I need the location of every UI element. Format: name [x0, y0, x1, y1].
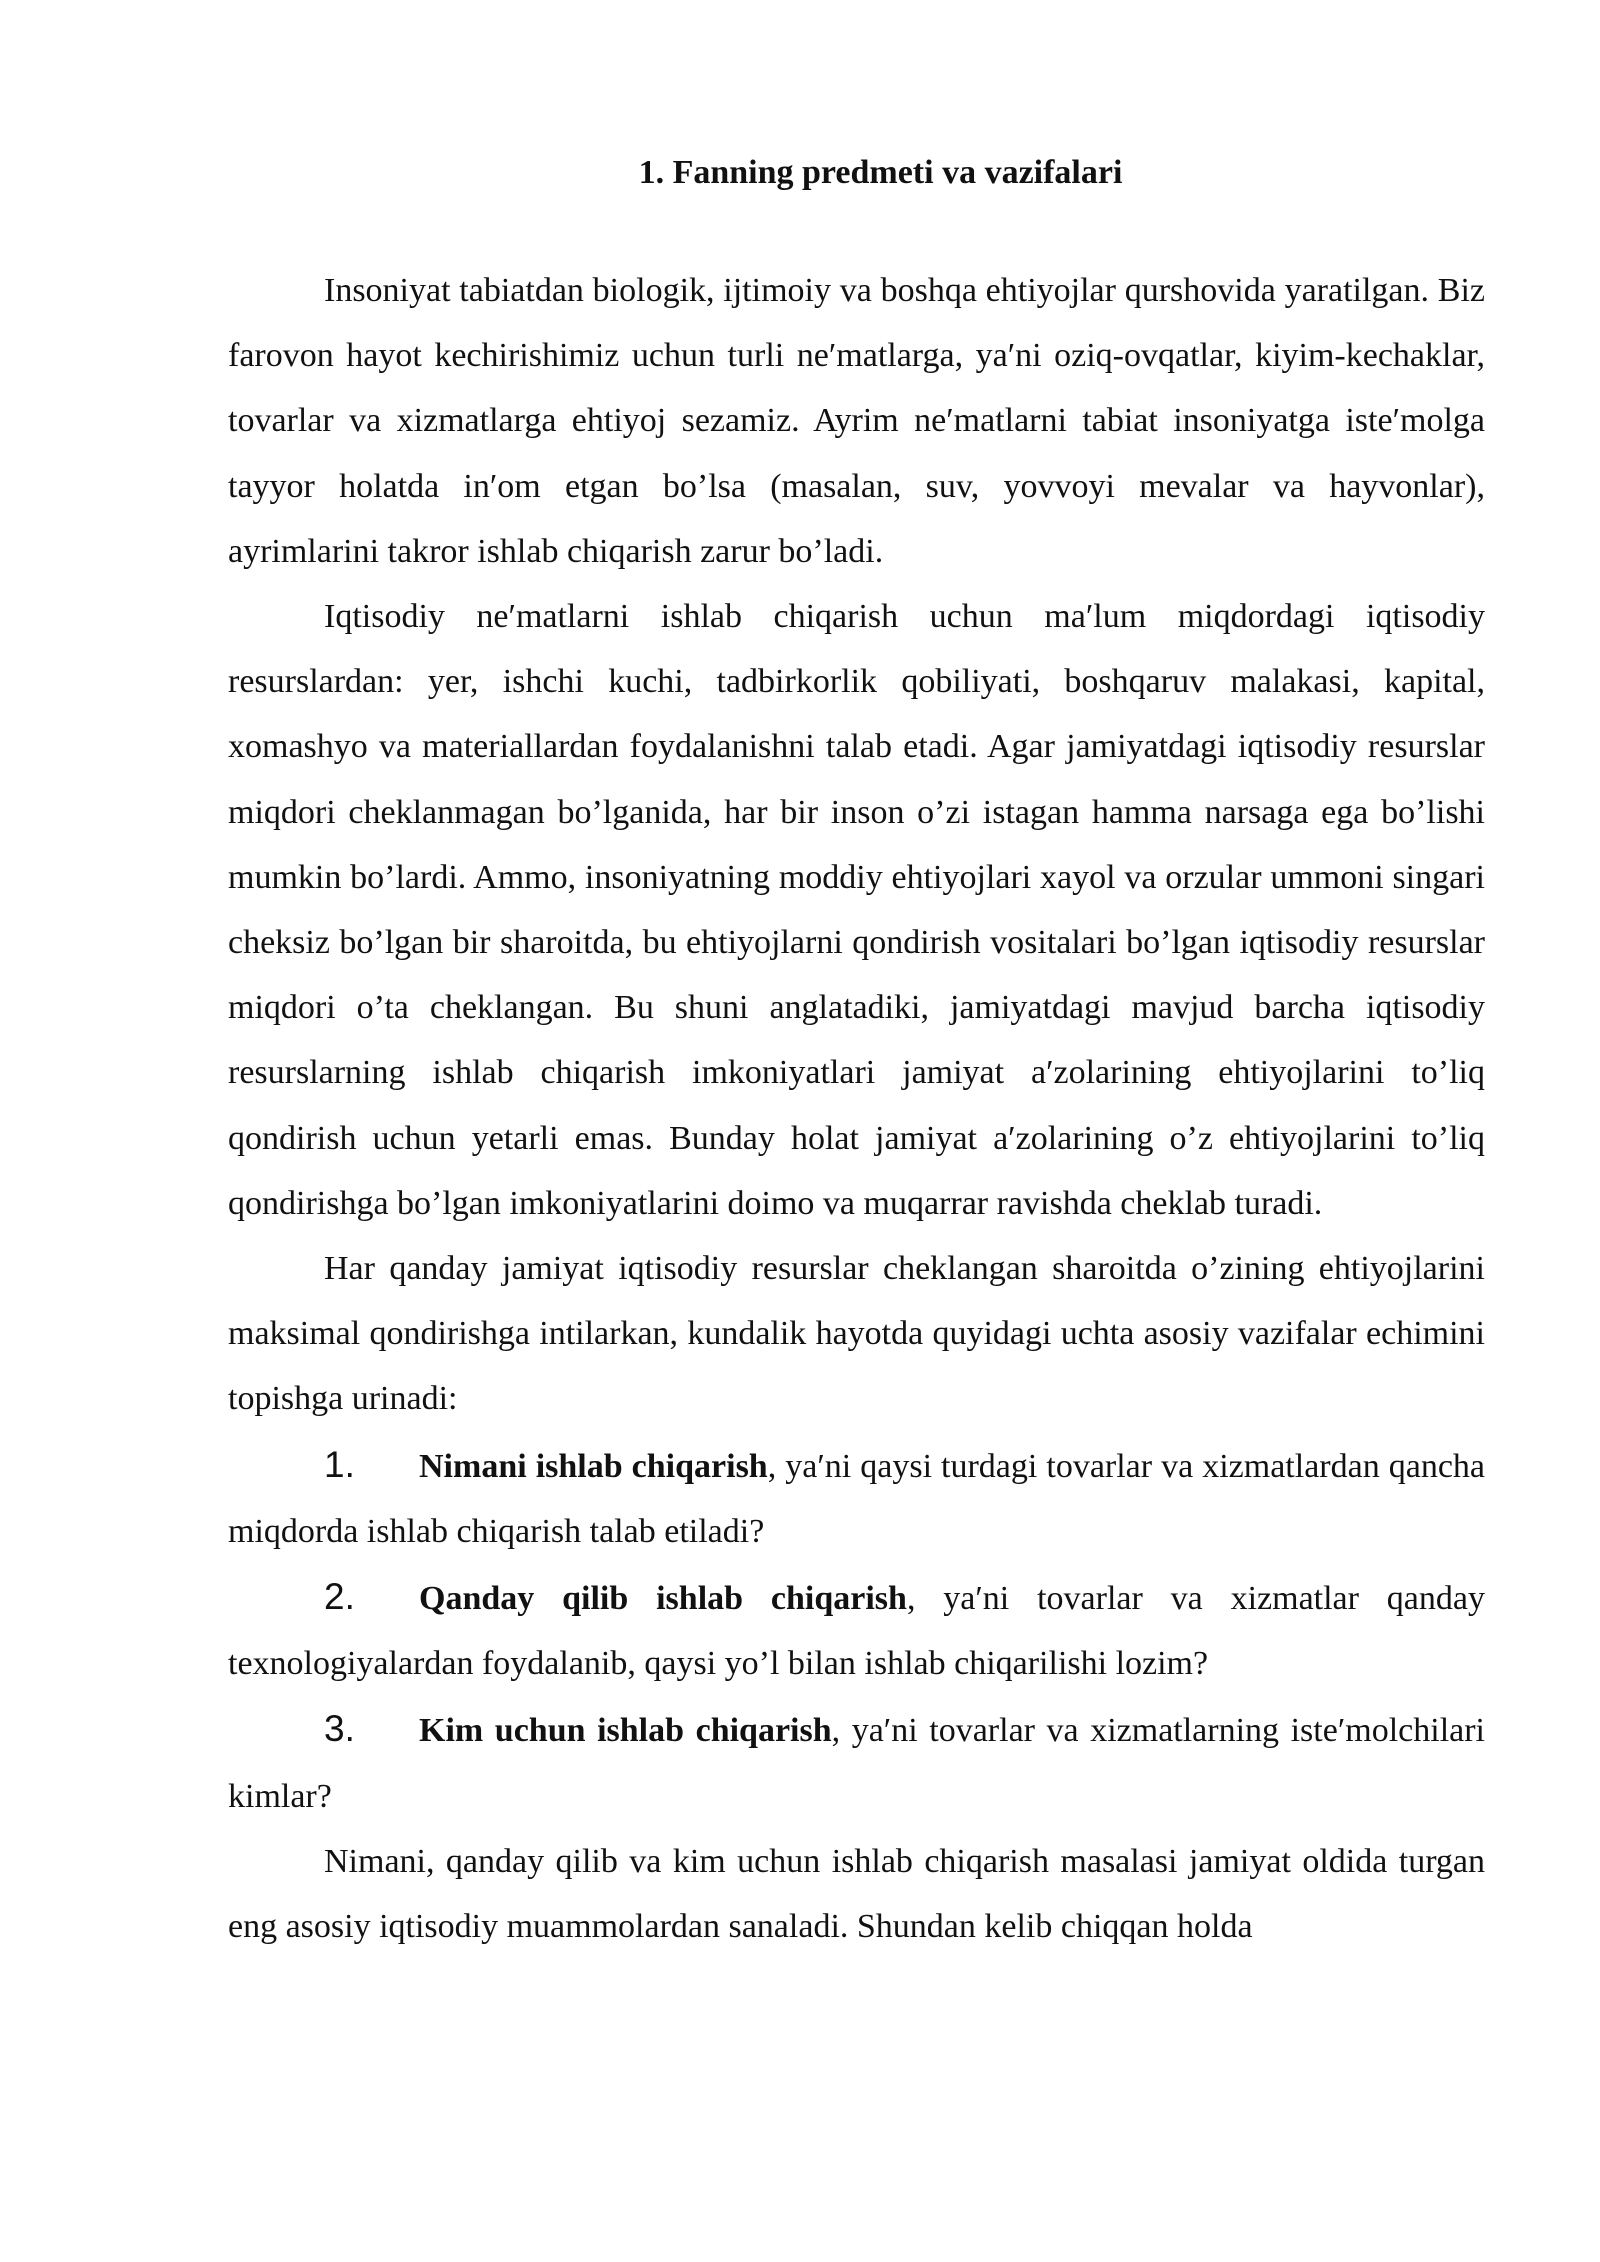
list-item-text: , ya′ni tovarlar va xizmatlar qanday texnologiyalardan foydalanib, qaysi yo’l bilan ishlab chiqarilishi lozim? — [228, 1580, 1485, 1683]
document-page — [228, 150, 1485, 1959]
list-item-heading: Nimani ishlab chiqarish — [419, 1447, 768, 1485]
paragraph-closing: Nimani, qanday qilib va kim uchun ishlab chiqarish masalasi jamiyat oldida turgan eng asosiy iqtisodiy muammolardan sanaladi. Shundan kelib chiqqan holda — [228, 1842, 1485, 1946]
paragraph-intro: Insoniyat tabiatdan biologik, ijtimoiy va boshqa ehtiyojlar qurshovida yaratilgan. Biz farovon hayot kechirishimiz uchun turli ne′matlarga, ya′ni oziq-ovqatlar, kiyim-kechaklar, tovarlar va xizmatlarga ehtiyoj sezamiz. Ayrim ne′matlarni tabiat insoniyatga iste′molga tayyor holatda in′om etgan bo’lsa (masalan, suv, yovvoyi mevalar va hayvonlar), ayrimlarini takror ishlab chiqarish zarur bo’ladi. — [228, 272, 1485, 570]
list-item-text: , ya′ni tovarlar va xizmatlarning iste′molchilari kimlar? — [228, 1712, 1485, 1815]
list-item-heading: Kim uchun ishlab chiqarish — [419, 1712, 832, 1750]
section-title: 1. Fanning predmeti va vazifalari — [638, 154, 1123, 191]
list-item-3 — [228, 1696, 1485, 1828]
paragraph-resources: Iqtisodiy ne′matlarni ishlab chiqarish uchun ma′lum miqdordagi iqtisodiy resurslardan: yer, ishchi kuchi, tadbirkorlik qobiliyati, boshqaruv malakasi, kapital, xomashyo va materiallardan foydalanishni talab etadi. Agar jamiyatdagi iqtisodiy resurslar miqdori cheklanmagan bo’lganida, har bir inson o’zi istagan hamma narsaga ega bo’lishi mumkin bo’lardi. Ammo, insoniyatning moddiy ehtiyojlari xayol va orzular ummoni singari cheksiz bo’lgan bir sharoitda, bu ehtiyojlarni qondirish vositalari bo’lgan iqtisodiy resurslar miqdori o’ta cheklangan. Bu shuni anglatadiki, jamiyatdagi mavjud barcha iqtisodiy resurslarning ishlab chiqarish imkoniyatlari jamiyat a′zolarining ehtiyojlarini to’liq qondirish uchun yetarli emas. Bunday holat jamiyat a′zolarining o’z ehtiyojlarini to’liq qondirishga bo’lgan imkoniyatlarini doimo va muqarrar ravishda cheklab turadi. — [228, 598, 1485, 1222]
list-item-2 — [228, 1564, 1485, 1696]
list-number: 1. — [324, 1443, 355, 1485]
list-item-text: , ya′ni qaysi turdagi tovarlar va xizmatlardan qancha miqdorda ishlab chiqarish talab etiladi? — [228, 1447, 1486, 1550]
list-number: 2. — [324, 1576, 355, 1618]
list-item-heading: Qanday qilib ishlab chiqarish — [419, 1580, 907, 1618]
list-item-1 — [228, 1432, 1485, 1564]
list-number: 3. — [324, 1708, 355, 1750]
paragraph-tasks-intro: Har qanday jamiyat iqtisodiy resurslar cheklangan sharoitda o’zining ehtiyojlarini maksimal qondirishga intilarkan, kundalik hayotda quyidagi uchta asosiy vazifalar echimini topishga urinadi: — [228, 1250, 1485, 1418]
